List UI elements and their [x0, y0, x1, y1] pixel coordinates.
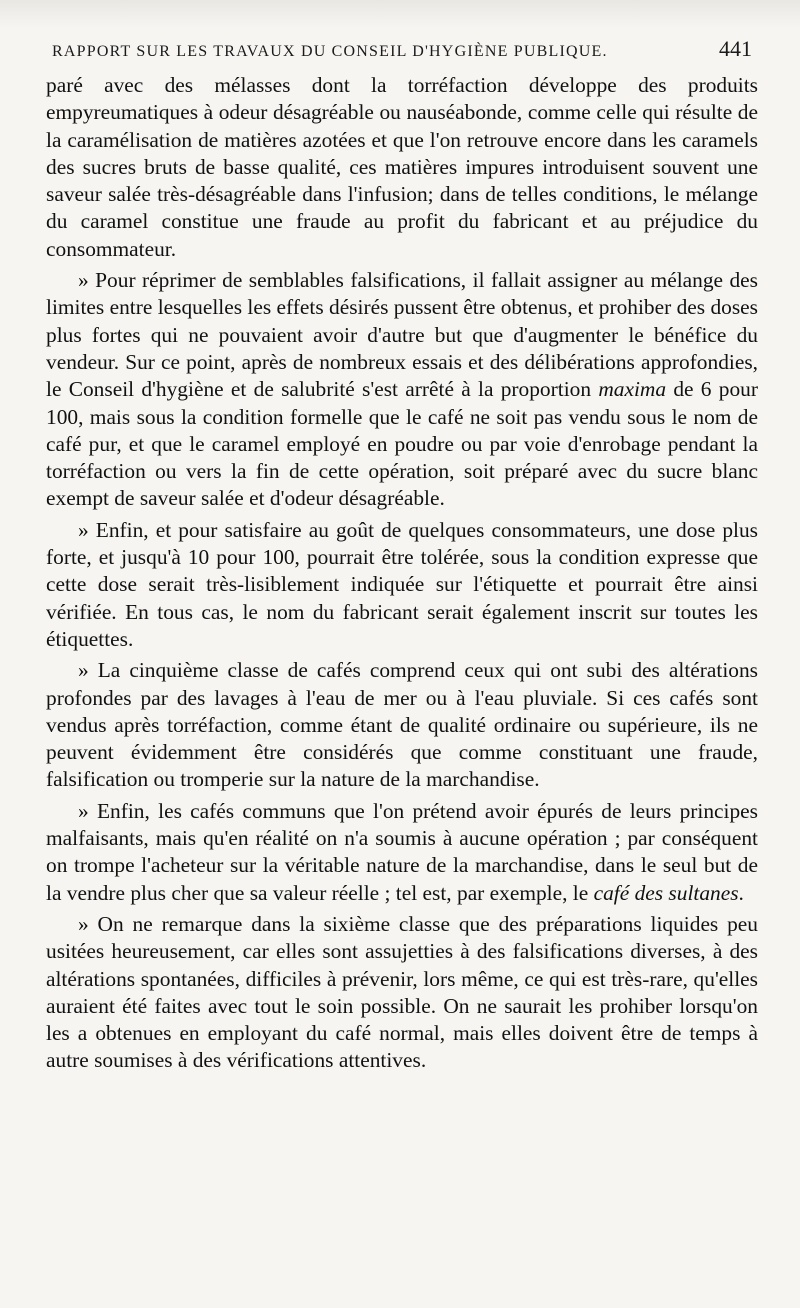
running-header — [52, 36, 752, 62]
paragraph-4: » La cinquième classe de cafés comprend ceux qui ont subi des altérations profondes par des lavages à l'eau de mer ou à l'eau pluviale. Si ces cafés sont vendus après torréfaction, comme étant de qualité ordinaire ou supérieure, ils ne peuvent évidemment être considérés que comme constituant une fraude, falsification ou tromperie sur la nature de la marchandise. — [46, 658, 758, 792]
running-title: RAPPORT SUR LES TRAVAUX DU CONSEIL D'HYGIÈNE PUBLIQUE. — [52, 43, 608, 60]
paragraph-5-emphasis: café des sultanes — [593, 880, 739, 905]
paragraph-6: » On ne remarque dans la sixième classe que des préparations liquides peu usitées heureusement, car elles sont assujetties à des falsifications diverses, à des altérations spontanées, difficiles à prévenir, lors même, ce qui est très-rare, qu'elles auraient été faites avec tout le soin possible. On ne saurait les prohiber lorsqu'on les a obtenues en employant du café normal, mais elles doivent être de temps à autre soumises à des vérifications attentives. — [46, 911, 758, 1073]
paragraph-5-part-a: » Enfin, les cafés communs que l'on prétend avoir épurés de leurs principes malfaisants, mais qu'en réalité on n'a soumis à aucune opération ; par conséquent on trompe l'acheteur sur la véritable nature de la marchandise, dans le seul but de la vendre plus cher que sa valeur réelle ; tel est, par exemple, le — [46, 798, 758, 905]
paragraph-5-part-b: . — [738, 880, 744, 905]
paragraph-3: » Enfin, et pour satisfaire au goût de quelques consommateurs, une dose plus forte, et jusqu'à 10 pour 100, pourrait être tolérée, sous la condition expresse que cette dose serait très-lisiblement indiquée sur l'étiquette et pourrait être ainsi vérifiée. En tous cas, le nom du fabricant serait également inscrit sur toutes les étiquettes. — [46, 517, 758, 651]
paragraph-1: paré avec des mélasses dont la torréfaction développe des produits empyreumatiques à odeur désagréable ou nauséabonde, comme celle qui résulte de la caramélisation de matières azotées et que l'on retrouve encore dans les caramels des sucres bruts de basse qualité, ces matières impures introduisent souvent une saveur salée très-désagréable dans l'infusion; dans de telles conditions, le mélange du caramel constitue une fraude au profit du fabricant et au préjudice du consommateur. — [46, 73, 758, 261]
page-number: 441 — [719, 36, 752, 61]
paragraph-5 — [46, 798, 758, 907]
page-top-edge — [0, 0, 800, 28]
paragraph-2-part-b: de 6 pour 100, mais sous la condition formelle que le café ne soit pas vendu sous le nom de café pur, et que le caramel employé en poudre ou par voie d'enrobage pendant la torréfaction ou vers la fin de cette opération, soit préparé avec du sucre blanc exempt de saveur salée et d'odeur désagréable. — [46, 377, 758, 511]
paragraph-2-emphasis: maxima — [598, 377, 667, 402]
page-body — [46, 72, 758, 1075]
paragraph-2 — [46, 267, 758, 513]
paragraph-2-part-a: » Pour réprimer de semblables falsifications, il fallait assigner au mélange des limites entre lesquelles les effets désirés pussent être obtenus, et prohiber des doses plus fortes qui ne pouvaient avoir d'autre but que d'augmenter le bénéfice du vendeur. Sur ce point, après de nombreux essais et des délibérations approfondies, le Conseil d'hygiène et de salubrité s'est arrêté à la proportion — [46, 268, 758, 402]
